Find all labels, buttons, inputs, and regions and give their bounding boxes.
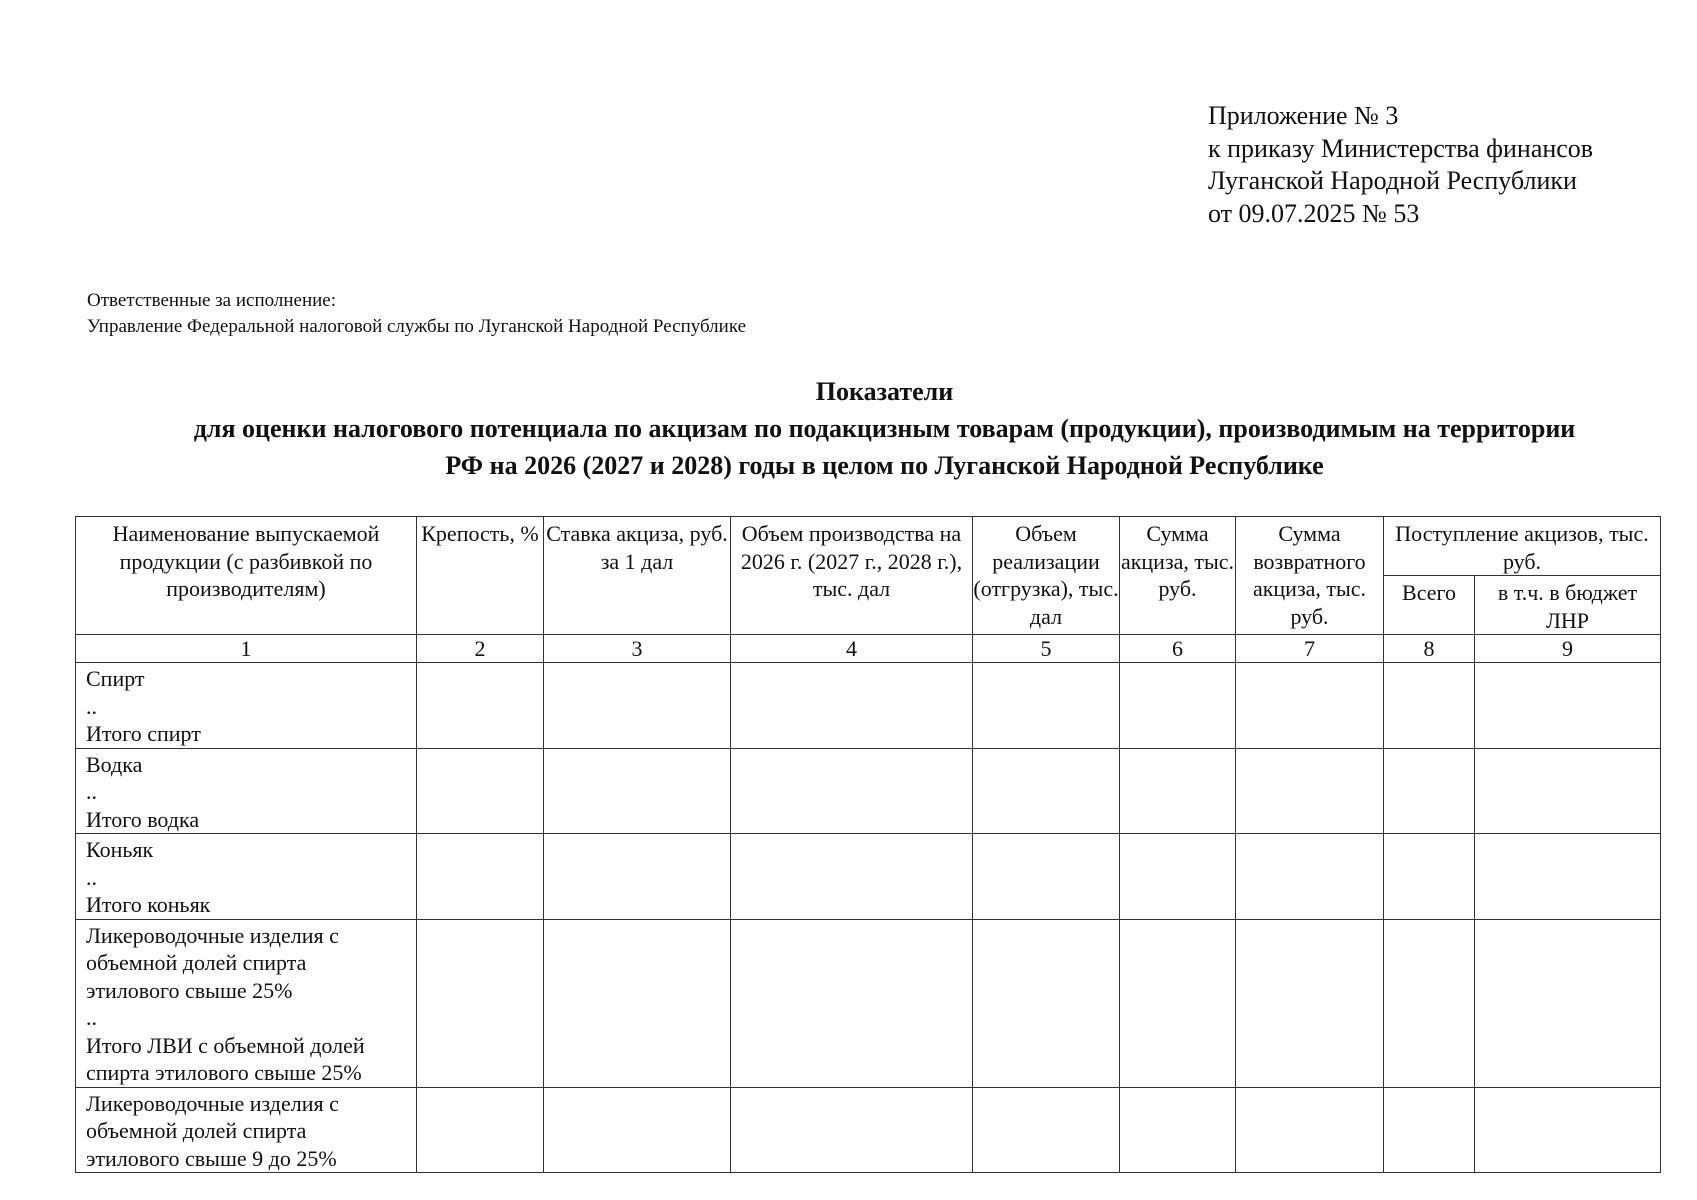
table-cell	[1475, 834, 1661, 920]
row-line: Водка	[86, 751, 143, 777]
table-cell	[544, 1087, 731, 1173]
header-excise-rate: Ставка акциза, руб. за 1 дал	[544, 517, 731, 635]
header-strength: Крепость, %	[417, 517, 544, 635]
title-line-3: РФ на 2026 (2027 и 2028) годы в целом по Луганской Народной Республике	[445, 451, 1324, 480]
table-cell	[1475, 748, 1661, 834]
table-cell	[1120, 748, 1236, 834]
table-cell	[731, 748, 973, 834]
table-cell	[1236, 748, 1384, 834]
column-number-9: 9	[1475, 635, 1661, 663]
table-cell	[1384, 1087, 1475, 1173]
table-cell	[973, 919, 1120, 1087]
table-cell	[731, 919, 973, 1087]
appendix-line-2: к приказу Министерства финансов	[1208, 133, 1594, 163]
appendix-line-4: от 09.07.2025 № 53	[1208, 198, 1420, 228]
row-line: этилового свыше 25%	[86, 977, 293, 1003]
table-cell	[1120, 663, 1236, 749]
table-cell	[1236, 663, 1384, 749]
table-row	[76, 748, 1661, 834]
table-row	[76, 1087, 1661, 1173]
table-cell	[544, 834, 731, 920]
row-name-liquor-over-25	[76, 919, 417, 1087]
row-line: ..	[86, 1005, 97, 1030]
row-line: объемной долей спирта	[86, 950, 307, 975]
table-cell	[1384, 834, 1475, 920]
table-cell	[1384, 663, 1475, 749]
header-refund-excise: Сумма возвратного акциза, тыс. руб.	[1236, 517, 1384, 635]
table-cell	[544, 919, 731, 1087]
table-row	[76, 919, 1661, 1087]
title-line-2: для оценки налогового потенциала по акцизам по подакцизным товарам (продукции), производимым на территории	[193, 414, 1576, 443]
table-cell	[731, 663, 973, 749]
table-cell	[544, 748, 731, 834]
table-cell	[973, 1087, 1120, 1173]
indicators-table	[75, 516, 1661, 1173]
row-line: Ликероводочные изделия с	[86, 922, 339, 948]
header-sales-volume: Объем реализации (отгрузка), тыс. дал	[973, 517, 1120, 635]
table-cell	[417, 919, 544, 1087]
header-lnr-budget: в т.ч. в бюджет ЛНР	[1475, 576, 1661, 635]
column-number-6: 6	[1120, 635, 1236, 663]
appendix-line-3: Луганской Народной Республики	[1208, 166, 1577, 195]
table-cell	[417, 748, 544, 834]
row-line: ..	[86, 693, 97, 719]
header-production-volume: Объем производства на 2026 г. (2027 г., 2028 г.), тыс. дал	[731, 517, 973, 635]
table-cell	[731, 1087, 973, 1173]
row-line: Итого водка	[86, 806, 200, 832]
responsible-block	[87, 288, 746, 340]
responsible-org: Управление Федеральной налоговой службы по Луганской Народной Республике	[87, 316, 747, 337]
appendix-block	[1208, 100, 1593, 230]
document-title	[80, 373, 1689, 484]
table-cell	[1120, 834, 1236, 920]
table-cell	[1475, 663, 1661, 749]
row-line: ..	[86, 779, 97, 804]
column-number-3: 3	[544, 635, 731, 663]
table-cell	[1236, 834, 1384, 920]
row-name-spirit	[76, 663, 417, 749]
table-cell	[417, 1087, 544, 1173]
row-line: этилового свыше 9 до 25%	[86, 1145, 337, 1171]
row-line: Итого спирт	[86, 721, 201, 746]
header-excise-receipts: Поступление акцизов, тыс. руб.	[1384, 517, 1661, 576]
row-line: Итого коньяк	[86, 892, 211, 917]
table-row	[76, 663, 1661, 749]
table-row	[76, 834, 1661, 920]
table-cell	[1236, 1087, 1384, 1173]
row-line: спирта этилового свыше 25%	[86, 1060, 362, 1085]
table-cell	[417, 834, 544, 920]
table-cell	[973, 663, 1120, 749]
table-cell	[1236, 919, 1384, 1087]
table-cell	[973, 748, 1120, 834]
column-number-4: 4	[731, 635, 973, 663]
table-cell	[1384, 748, 1475, 834]
table-cell	[1475, 1087, 1661, 1173]
row-line: Спирт	[86, 666, 145, 691]
row-line: Итого ЛВИ с объемной долей	[86, 1032, 365, 1058]
responsible-label: Ответственные за исполнение:	[87, 290, 337, 311]
column-number-8: 8	[1384, 635, 1475, 663]
table-cell	[731, 834, 973, 920]
column-number-5: 5	[973, 635, 1120, 663]
row-line: Ликероводочные изделия с	[86, 1090, 339, 1116]
row-name-vodka	[76, 748, 417, 834]
column-number-7: 7	[1236, 635, 1384, 663]
table-cell	[1120, 1087, 1236, 1173]
table-cell	[1475, 919, 1661, 1087]
table-cell	[417, 663, 544, 749]
row-line: объемной долей спирта	[86, 1118, 307, 1143]
header-product-name: Наименование выпускаемой продукции (с разбивкой по производителям)	[76, 517, 417, 635]
table-cell	[1120, 919, 1236, 1087]
row-line: Коньяк	[86, 837, 154, 862]
row-name-liquor-9-to-25	[76, 1087, 417, 1173]
row-name-cognac	[76, 834, 417, 920]
header-total: Всего	[1384, 576, 1475, 635]
column-number-2: 2	[417, 635, 544, 663]
title-line-1: Показатели	[815, 377, 954, 406]
table-cell	[973, 834, 1120, 920]
table-cell	[1384, 919, 1475, 1087]
appendix-line-1: Приложение № 3	[1208, 101, 1399, 130]
header-excise-sum: Сумма акциза, тыс. руб.	[1120, 517, 1236, 635]
table-cell	[544, 663, 731, 749]
column-number-1: 1	[76, 635, 417, 663]
row-line: ..	[86, 864, 97, 890]
